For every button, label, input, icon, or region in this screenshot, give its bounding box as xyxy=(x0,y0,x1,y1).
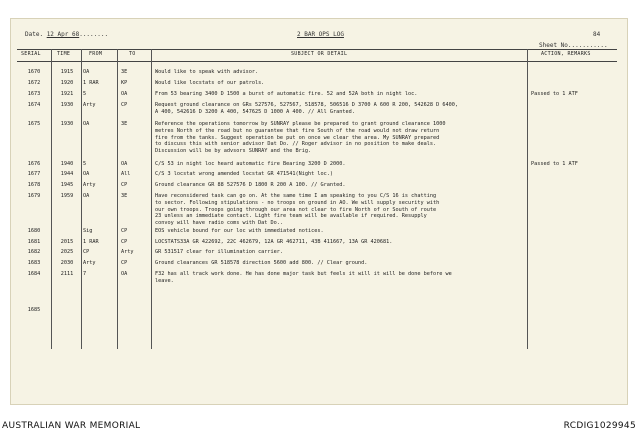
to-cell: OA xyxy=(121,91,128,97)
column-divider xyxy=(81,49,82,349)
sheet-label: Sheet No. xyxy=(539,42,572,49)
subject-line: F32 has all track work done. He has done major task but feels it will it will be done before we xyxy=(155,271,452,277)
from-cell: Arty xyxy=(83,182,96,188)
serial-cell: 1675 xyxy=(27,121,41,127)
to-cell: Arty xyxy=(121,249,134,255)
subject-cell xyxy=(155,182,346,189)
time-cell: 2015 xyxy=(60,239,74,245)
to-cell: CP xyxy=(121,228,128,234)
subject-line: Would like locstats of our patrols. xyxy=(155,80,265,86)
from-cell: 5 xyxy=(83,161,87,167)
from-cell: Arty xyxy=(83,260,96,266)
from-cell: Sig xyxy=(83,228,93,234)
page-number: 84 xyxy=(593,31,601,38)
subject-cell xyxy=(155,249,283,256)
time-cell: 1915 xyxy=(60,69,74,75)
to-cell: CP xyxy=(121,260,128,266)
action-cell: Passed to 1 ATF xyxy=(531,91,578,97)
column-header-time: TIME xyxy=(57,51,71,57)
action-cell: Passed to 1 ATF xyxy=(531,161,578,167)
subject-line: Ground clearances GR 518578 direction 5600 add 800. // Clear ground. xyxy=(155,260,368,266)
serial-cell: 1676 xyxy=(27,161,41,167)
subject-cell xyxy=(155,193,439,227)
date-label: Date. xyxy=(25,31,44,38)
time-cell: 1944 xyxy=(60,171,74,177)
subject-line: our own troops. Troops going through our area not clear to fire North of or South of route xyxy=(155,206,437,213)
time-cell: 2030 xyxy=(60,260,74,266)
log-sheet xyxy=(10,18,628,405)
subject-line: metres North of the road but no guarantee that fire South of the road would not draw return xyxy=(155,127,440,134)
sheet-number-field: Sheet No........... xyxy=(539,42,608,49)
serial-cell: 1670 xyxy=(27,69,41,75)
time-cell: 1930 xyxy=(60,102,74,108)
serial-cell: 1679 xyxy=(27,193,41,199)
column-divider xyxy=(527,49,528,349)
to-cell: 3E xyxy=(121,69,128,75)
serial-cell: 1672 xyxy=(27,80,41,86)
to-cell: 3E xyxy=(121,121,128,127)
subject-line: Ground clearance GR 88 527576 D 1800 R 200 A 100. // Granted. xyxy=(155,182,346,188)
unit-title: 2 BAR OPS LOG xyxy=(297,31,344,38)
to-cell: OA xyxy=(121,161,128,167)
subject-line: Reference the operations tomorrow by SUNRAY please be prepared to grant ground clearance 1000 xyxy=(155,121,446,127)
column-header-subject: SUBJECT OR DETAIL xyxy=(291,51,348,57)
subject-cell xyxy=(155,69,258,76)
to-cell: CP xyxy=(121,102,128,108)
subject-line: C/S 53 in night loc heard automatic fire Bearing 3200 D 2000. xyxy=(155,161,346,167)
serial-cell: 1685 xyxy=(27,307,41,313)
date-value: 12 Apr 68 xyxy=(46,31,80,38)
from-cell: Arty xyxy=(83,102,96,108)
subject-cell xyxy=(155,121,445,155)
from-cell: OA xyxy=(83,171,90,177)
column-divider xyxy=(117,49,118,349)
serial-cell: 1684 xyxy=(27,271,41,277)
subject-line: C/S 3 locstat wrong amended locstat GR 471541(Night loc.) xyxy=(155,171,334,177)
subject-line: 23 unless an immediate contact. Light fire team will be available if required. Resupply xyxy=(155,213,427,220)
subject-cell xyxy=(155,228,324,235)
subject-line: Have reconsidered task can go on. At the same time I am speaking to you C/S 16 is chatting xyxy=(155,193,437,199)
subject-line: fire from the tanks. Suggest operation be put on once we clear the area. My SUNRAY prepared xyxy=(155,134,440,141)
to-cell: All xyxy=(121,171,131,177)
time-cell: 1959 xyxy=(60,193,74,199)
subject-line: Would like to speak with advisor. xyxy=(155,69,259,75)
date-field: Date. 12 Apr 68........ xyxy=(25,31,109,38)
to-cell: KP xyxy=(121,80,128,86)
subject-line: to discuss this with senior advisor Dat Do. // Roger advisor in no position to make deals. xyxy=(155,141,437,148)
from-cell: 1 RAR xyxy=(83,80,99,86)
subject-cell xyxy=(155,80,264,87)
from-cell: OA xyxy=(83,121,90,127)
subject-line: Discussion will be by advsors SUNRAY and the Brig. xyxy=(155,148,312,155)
serial-cell: 1680 xyxy=(27,228,41,234)
subject-cell xyxy=(155,102,458,116)
subject-line: A 400, 542616 D 3200 A 400, 547625 D 1000 A 400. // All Granted. xyxy=(155,108,355,115)
time-cell: 1945 xyxy=(60,182,74,188)
time-cell: 1921 xyxy=(60,91,74,97)
subject-line: leave. xyxy=(155,277,174,284)
subject-cell xyxy=(155,91,417,98)
footer-id: RCDIG1029945 xyxy=(563,421,636,431)
to-cell: 3E xyxy=(121,193,128,199)
subject-line: convoy will have radio coms with Dat Do.. xyxy=(155,220,284,227)
subject-cell xyxy=(155,239,392,246)
from-cell: CP xyxy=(83,249,90,255)
from-cell: 1 RAR xyxy=(83,239,99,245)
from-cell: OA xyxy=(83,193,90,199)
subject-line: LOCSTATS33A GR 422692, 22C 462679, 12A GR 462711, 43B 411667, 13A GR 420681. xyxy=(155,239,393,245)
subject-line: Request ground clearance on GRs 527576, 527567, 518578, 506516 D 3700 A 600 R 200, 542628 D 6400, xyxy=(155,102,458,108)
subject-cell xyxy=(155,271,452,285)
subject-cell xyxy=(155,260,367,267)
column-divider xyxy=(51,49,52,349)
to-cell: OA xyxy=(121,271,128,277)
from-cell: OA xyxy=(83,69,90,75)
subject-line: EOS vehicle bound for our loc with immediated notices. xyxy=(155,228,324,234)
to-cell: CP xyxy=(121,182,128,188)
subject-line: From 53 bearing 3400 D 1500 a burst of automatic fire. 52 and 52A both in night loc. xyxy=(155,91,418,97)
column-divider xyxy=(151,49,152,349)
log-table xyxy=(17,49,617,349)
serial-cell: 1678 xyxy=(27,182,41,188)
serial-cell: 1674 xyxy=(27,102,41,108)
from-cell: 5 xyxy=(83,91,87,97)
subject-cell xyxy=(155,171,333,178)
column-header-action: ACTION, REMARKS xyxy=(541,51,591,57)
serial-cell: 1681 xyxy=(27,239,41,245)
subject-line: GR 531517 clear for illumination carrier. xyxy=(155,249,284,255)
serial-cell: 1683 xyxy=(27,260,41,266)
column-header-to: TO xyxy=(129,51,136,57)
footer-source: AUSTRALIAN WAR MEMORIAL xyxy=(2,421,141,431)
subject-cell xyxy=(155,161,346,168)
from-cell: 7 xyxy=(83,271,87,277)
to-cell: CP xyxy=(121,239,128,245)
column-header-serial: SERIAL xyxy=(21,51,41,57)
time-cell: 1920 xyxy=(60,80,74,86)
column-header-from: FROM xyxy=(89,51,103,57)
serial-cell: 1682 xyxy=(27,249,41,255)
serial-cell: 1673 xyxy=(27,91,41,97)
serial-cell: 1677 xyxy=(27,171,41,177)
time-cell: 2025 xyxy=(60,249,74,255)
time-cell: 1930 xyxy=(60,121,74,127)
time-cell: 1940 xyxy=(60,161,74,167)
time-cell: 2111 xyxy=(60,271,74,277)
subject-line: to sector. Following stipulations - no troops on ground in AO. We will supply security with xyxy=(155,199,440,206)
